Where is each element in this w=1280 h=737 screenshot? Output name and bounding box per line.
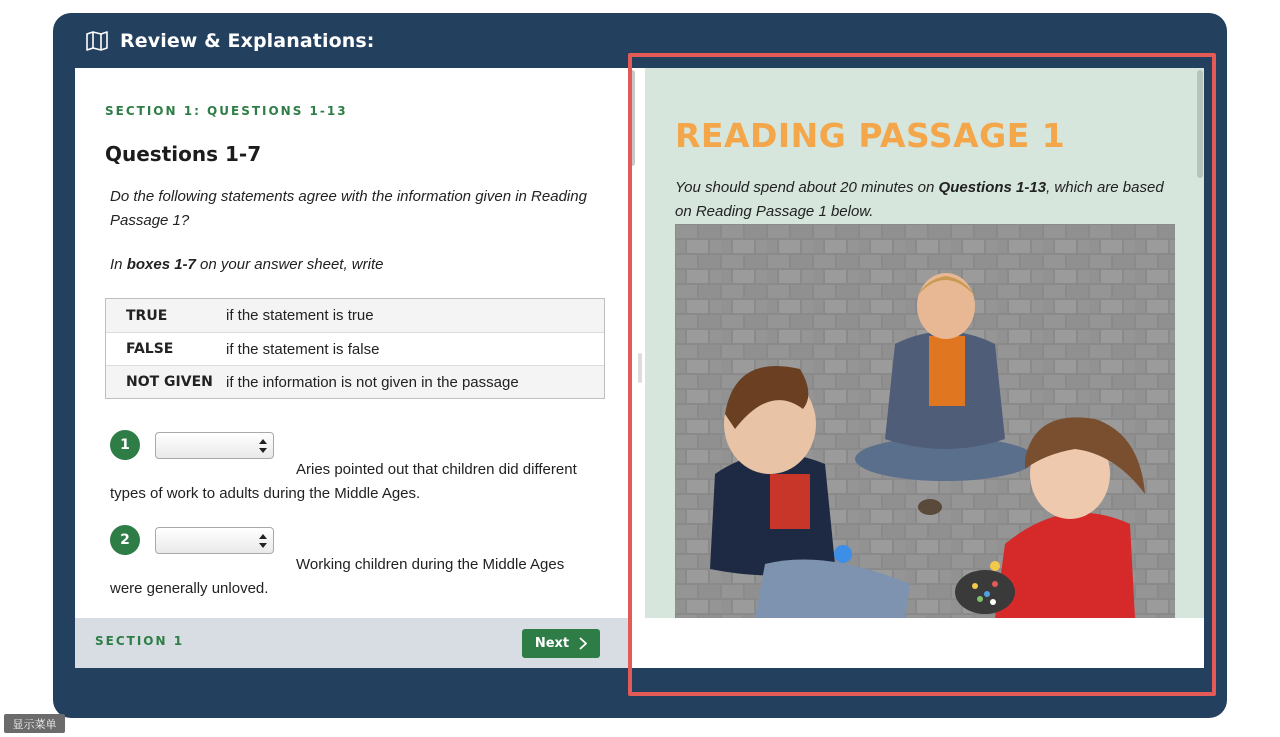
book-map-icon [86, 31, 108, 51]
questions-scroll[interactable] [75, 68, 629, 618]
questions-pane[interactable] [75, 68, 629, 618]
next-button-label: Next [534, 636, 570, 651]
show-menu-badge[interactable]: 显示菜单 [4, 714, 65, 733]
passage-bottom-area [645, 618, 1204, 668]
divider-grip[interactable] [638, 353, 642, 383]
passage-title: READING PASSAGE 1 [675, 116, 1066, 155]
answer-select-2[interactable] [155, 527, 274, 554]
instruction-suffix: on your answer sheet, write [195, 256, 384, 273]
table-value: if the statement is false [226, 340, 380, 358]
questions-heading: Questions 1-7 [105, 142, 262, 166]
app-header [53, 13, 1227, 68]
app-frame [53, 13, 1227, 718]
question-number-2: 2 [110, 525, 140, 555]
intro-bold: Questions 1-13 [938, 179, 1047, 196]
chevron-right-icon [579, 637, 587, 650]
table-row [106, 299, 604, 332]
table-key: TRUE [126, 307, 168, 324]
select-arrows-icon [259, 534, 267, 548]
passage-intro [675, 176, 1175, 224]
table-row [106, 332, 604, 365]
passage-pane[interactable] [645, 68, 1204, 618]
instruction-prefix: In [110, 256, 127, 273]
question-text-2: Working children during the Middle Ages were generally unloved. [110, 556, 565, 597]
intro-suffix: , which are based on Reading Passage 1 below. [675, 179, 1164, 220]
table-key: FALSE [126, 341, 174, 357]
left-scrollbar-thumb[interactable] [629, 70, 635, 166]
passage-photo [675, 224, 1175, 618]
instruction-bold: boxes 1-7 [126, 256, 196, 273]
question-number-1: 1 [110, 430, 140, 460]
footer-section-label: SECTION 1 [95, 634, 185, 648]
table-row [106, 365, 604, 398]
intro-prefix: You should spend about 20 minutes on [675, 179, 939, 196]
next-button[interactable] [522, 629, 600, 658]
pane-divider[interactable] [629, 68, 645, 668]
table-value: if the statement is true [226, 307, 374, 324]
answer-key-table [105, 298, 605, 399]
table-value: if the information is not given in the passage [226, 373, 519, 391]
section-label: SECTION 1: QUESTIONS 1-13 [105, 104, 348, 118]
passage-scrollbar[interactable] [1196, 68, 1204, 618]
select-arrows-icon [259, 439, 267, 453]
instruction-text: Do the following statements agree with the information given in Reading Passage 1? [110, 188, 587, 229]
passage-scrollbar-thumb[interactable] [1197, 70, 1203, 178]
table-key: NOT GIVEN [126, 374, 213, 390]
page-title: Review & Explanations: [120, 29, 375, 52]
section-footer [75, 618, 634, 668]
question-text-1: Aries pointed out that children did different types of work to adults during the Middle Ages. [110, 461, 577, 502]
instruction-boxes [110, 253, 590, 277]
answer-select-1[interactable] [155, 432, 274, 459]
